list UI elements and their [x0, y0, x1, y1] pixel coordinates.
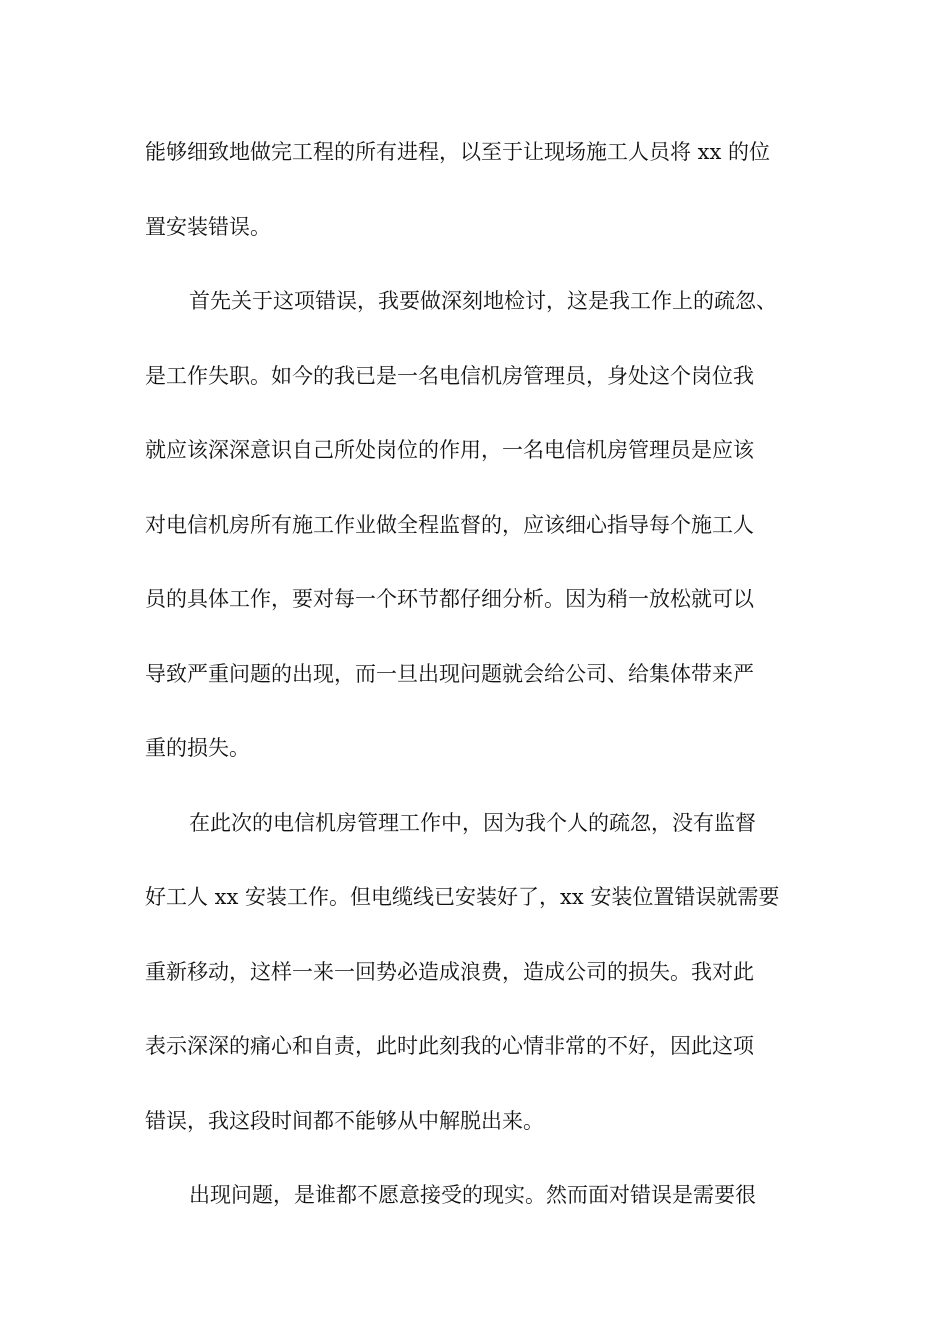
paragraph-first-line: 在此次的电信机房管理工作中，因为我个人的疏忽，没有监督 [189, 810, 756, 835]
document-body [145, 127, 825, 1245]
text-line: 能够细致地做完工程的所有进程，以至于让现场施工人员将 xx 的位 [145, 140, 771, 164]
text-line: 导致严重问题的出现，而一旦出现问题就会给公司、给集体带来严 [145, 661, 754, 686]
text-line: 表示深深的痛心和自责，此时此刻我的心情非常的不好，因此这项 [145, 1034, 754, 1058]
paragraph-first-line: 首先关于这项错误，我要做深刻地检讨，这是我工作上的疏忽、 [189, 289, 777, 313]
text-line: 错误，我这段时间都不能够从中解脱出来。 [145, 1108, 544, 1133]
text-line: 置安装错误。 [145, 214, 271, 239]
text-line: 对电信机房所有施工作业做全程监督的，应该细心指导每个施工人 [145, 512, 754, 537]
text-line: 重的损失。 [145, 736, 250, 760]
paragraph-first-line: 出现问题，是谁都不愿意接受的现实。然而面对错误是需要很 [189, 1183, 756, 1207]
text-line: 是工作失职。如今的我已是一名电信机房管理员，身处这个岗位我 [145, 363, 754, 388]
text-line: 重新移动，这样一来一回势必造成浪费，造成公司的损失。我对此 [145, 959, 754, 984]
text-line: 员的具体工作，要对每一个环节都仔细分析。因为稍一放松就可以 [145, 587, 754, 611]
text-line: 就应该深深意识自己所处岗位的作用，一名电信机房管理员是应该 [145, 438, 754, 462]
text-line: 好工人 xx 安装工作。但电缆线已安装好了，xx 安装位置错误就需要 [145, 885, 780, 909]
